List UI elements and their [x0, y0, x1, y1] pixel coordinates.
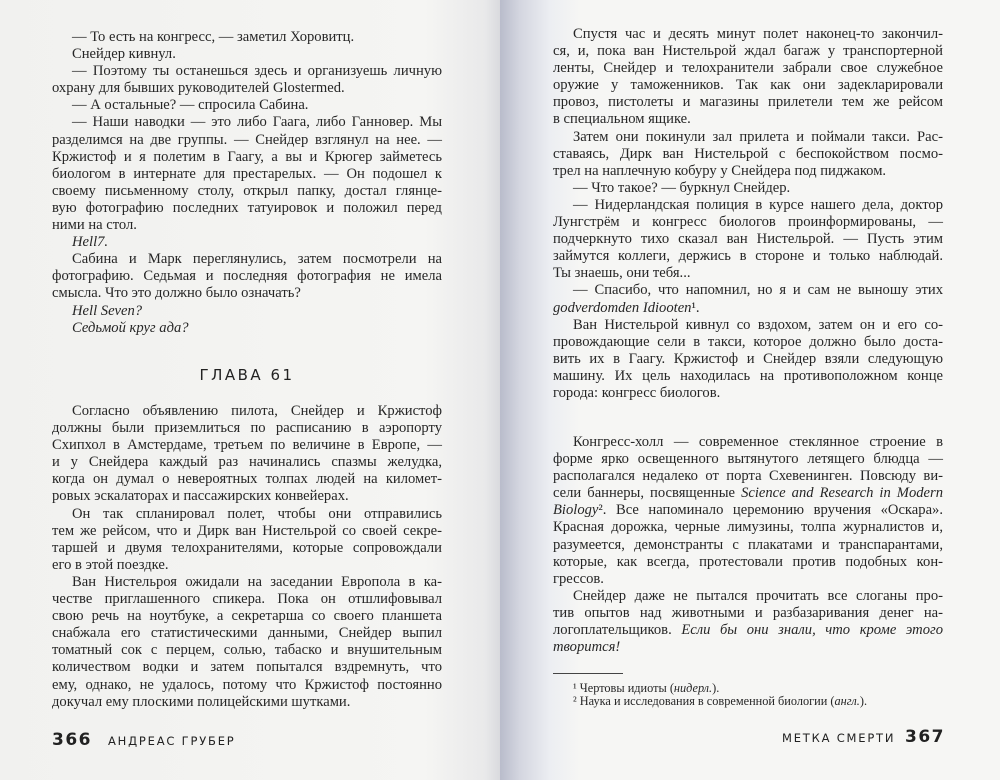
paragraph: [553, 180, 943, 197]
text-line: Hell Seven?: [72, 302, 143, 319]
paragraph: [52, 63, 442, 97]
text-line: которые, как всегда, протестовали против подобных кон-: [553, 553, 943, 570]
footnote-close: ).: [712, 681, 720, 695]
text-line: разделимся на две группы. — Снейдер взглянул на нее. —: [52, 131, 442, 148]
text-line: ся, и, пока ван Нистельрой ждал багаж у транспортерной: [553, 43, 943, 60]
text-line: ними на стол.: [52, 217, 137, 234]
paragraph: [553, 129, 943, 180]
text-line: свою речь на ноутбуке, а секретарша со своего планшета: [52, 608, 442, 625]
running-head-title: МЕТКА СМЕРТИ: [782, 731, 896, 745]
paragraph: [52, 46, 442, 63]
text-block-top: [52, 29, 442, 337]
italic-text: Если бы они знали, что кроме этого: [681, 622, 943, 639]
text-line: — Что такое? — буркнул Снейдер.: [573, 179, 791, 196]
text-line: томатный сок с перцем, солью, табаско и внушительным: [52, 642, 442, 659]
footnote-mark: ²: [573, 694, 577, 708]
text-line: смысла. Что это должно было означать?: [52, 285, 301, 302]
footnote-close: ).: [859, 694, 868, 708]
text-line: Затем они покинули зал прилета и поймали такси. Рас-: [573, 128, 943, 145]
text-line: таршей и двумя телохранителями, которые сопровождали: [52, 539, 442, 556]
paragraph: [52, 574, 442, 711]
text-segment: ². Все напоминало церемонию вручения «Оскара».: [598, 502, 943, 519]
paragraph: [52, 403, 442, 506]
text-line: [553, 639, 943, 656]
text-segment: логоплательщиков.: [553, 622, 682, 639]
running-head-author: АНДРЕАС ГРУБЕР: [108, 734, 236, 748]
footnote-text: Чертовы идиоты (: [579, 681, 674, 695]
text-block-congress: [553, 434, 943, 656]
text-line: Ван Нистельроя ожидали на заседании Европола в ка-: [72, 573, 442, 590]
text-line: Сабина и Марк переглянулись, затем посмотрели на: [72, 251, 442, 268]
text-line: — Нидерландская полиция в курсе нашего дела, доктор: [573, 196, 943, 213]
text-line: Кржистоф и я полетим в Гаагу, а вы и Крюгер займетесь: [52, 148, 442, 165]
text-line: фотографию. Седьмая и последняя фотография не имела: [52, 268, 442, 285]
text-line: Ван Нистельрой кивнул со вздохом, затем он и его со-: [573, 316, 943, 333]
text-line: Снейдер кивнул.: [72, 46, 176, 63]
text-line: биологом в интернате для престарелых. — Он подошел к: [52, 165, 442, 182]
paragraph: [52, 97, 442, 114]
text-line: подчеркнуто тихо сказал ван Нистельрой. — Пусть этим: [553, 231, 943, 248]
text-line: провоз, пистолеты и магазины прилетели тем же рейсом: [553, 94, 943, 111]
right-page: [500, 0, 1000, 780]
footnote-lang: нидерл.: [673, 681, 713, 695]
italic-text: Science and Research in Modern: [741, 485, 943, 502]
footnote-text: Наука и исследования в современной биологии (: [579, 694, 835, 708]
text-line: разумеется, демонстранты с плакатами и транспарантами,: [553, 536, 943, 553]
paragraph: [52, 234, 442, 251]
footnote-2: [573, 695, 867, 708]
text-line: тив опытов над животными и разбазаривания денег на-: [553, 604, 943, 621]
text-line: Конгресс-холл — современное стеклянное строение в: [573, 434, 943, 450]
text-line: — Спасибо, что напомнил, но я и сам не выношу этих: [573, 282, 943, 299]
text-line: честве приглашенного спикера. Пока он отшлифовывал: [52, 591, 442, 608]
text-line: [553, 502, 943, 519]
chapter-heading: ГЛАВА 61: [199, 366, 295, 384]
page-number: 367: [905, 727, 945, 747]
text-line: вить их в Гаагу. Кржистоф и Снейдер взяли следующую: [553, 350, 943, 367]
text-line: располагался недалеко от порта Схевенинген. Повсюду ви-: [553, 468, 943, 485]
text-line: [553, 622, 943, 639]
text-line: своему письменному столу, открыл папку, достал глянце-: [52, 182, 442, 199]
text-line: в специальном ящике.: [553, 111, 691, 128]
text-line: машину. Их цель находилась на противоположном конце: [553, 367, 943, 384]
text-line: тем же рейсом, что и Дирк ван Нистельрой со своей секре-: [52, 522, 442, 539]
text-line: ровых эскалаторах и пассажирских конвейерах.: [52, 488, 349, 505]
text-line: Седьмой круг ада?: [72, 319, 189, 336]
footnote-mark: ¹: [573, 681, 577, 695]
text-line: займутся коллеги, держись в стороне и только наблюдай.: [553, 248, 943, 265]
italic-text: godverdomden Idiooten: [553, 299, 692, 316]
text-line: снабжала его статистическими данными, Снейдер выпил: [52, 625, 442, 642]
paragraph: [52, 251, 442, 302]
paragraph: [553, 26, 943, 129]
paragraph: [52, 114, 442, 234]
text-line: Красная дорожка, черные лимузины, толпа журналистов и,: [553, 519, 943, 536]
text-segment: ¹.: [691, 299, 700, 316]
paragraph: [553, 588, 943, 656]
text-line: — То есть на конгресс, — заметил Хоровитц.: [72, 29, 355, 45]
text-line: ленты, Снейдер и телохранители забрали свое служебное: [553, 60, 943, 77]
italic-text: Biology: [553, 502, 599, 519]
text-line: ставаясь, Дирк ван Нистельрой с беспокойством посмо-: [553, 145, 943, 162]
footnote-divider: [553, 673, 623, 674]
text-line: города: конгресс биологов.: [553, 384, 721, 401]
text-line: [553, 300, 943, 317]
text-line: провождающие сели в такси, которое должно было доста-: [553, 333, 943, 350]
paragraph: [52, 320, 442, 337]
italic-text: творится!: [553, 639, 621, 656]
text-line: Ты знаешь, они тебя...: [553, 265, 691, 282]
text-line: должны были приземлиться по расписанию в аэропорту: [52, 420, 442, 437]
text-line: — Поэтому ты останешься здесь и организуешь личную: [72, 63, 442, 80]
text-line: когда он думал о невероятных толпах людей на километ-: [52, 471, 442, 488]
text-line: — А остальные? — спросила Сабина.: [72, 97, 309, 114]
text-line: вую фотографию последних татуировок и положил перед: [52, 199, 442, 216]
page-number: 366: [52, 730, 92, 750]
text-line: докучал ему плоскими полицейскими шутками.: [52, 693, 351, 710]
text-line: грессов.: [553, 570, 604, 587]
text-line: Схипхол в Амстердаме, третьем по величине в Европе, —: [52, 437, 442, 454]
text-block-chapter: [52, 403, 442, 711]
text-line: количеством водки и затем попытался вздремнуть, что: [52, 659, 442, 676]
text-line: охрану для бывших руководителей Glostermed.: [52, 80, 345, 97]
text-block-top: [553, 26, 943, 402]
text-line: трел на наплечную кобуру у Снейдера под пиджаком.: [553, 162, 887, 179]
text-line: — Наши наводки — это либо Гаага, либо Ганновер. Мы: [72, 114, 442, 131]
text-line: ему, однако, не удалось, потому что Кржистоф постоянно: [52, 676, 442, 693]
paragraph: [553, 317, 943, 402]
paragraph: [52, 506, 442, 574]
text-line: и у Снейдера каждый раз начинались спазмы желудка,: [52, 454, 442, 471]
text-line: Снейдер даже не пытался прочитать все слоганы про-: [573, 587, 943, 604]
text-line: оружие у таможенников. Так как они задекларировали: [553, 77, 943, 94]
paragraph: [553, 282, 943, 316]
text-line: его в этой поездке.: [52, 556, 169, 573]
paragraph: [553, 434, 943, 588]
text-line: [553, 485, 943, 502]
text-line: Hell7.: [72, 234, 109, 251]
text-line: Спустя час и десять минут полет наконец-то закончил-: [573, 26, 943, 42]
paragraph: [553, 197, 943, 282]
paragraph: [52, 303, 442, 320]
text-segment: сели баннеры, посвященные: [553, 485, 742, 502]
paragraph: [52, 29, 442, 46]
text-line: Согласно объявлению пилота, Снейдер и Кржистоф: [72, 403, 442, 419]
footnote-lang: англ.: [834, 694, 860, 708]
text-line: Лунгстрём и конгресс биологов проинформированы, —: [553, 214, 943, 231]
text-line: Он так спланировал полет, чтобы они отправились: [72, 505, 442, 522]
text-line: форме ярко освещенного вытянутого летящего блюдца —: [553, 451, 943, 468]
